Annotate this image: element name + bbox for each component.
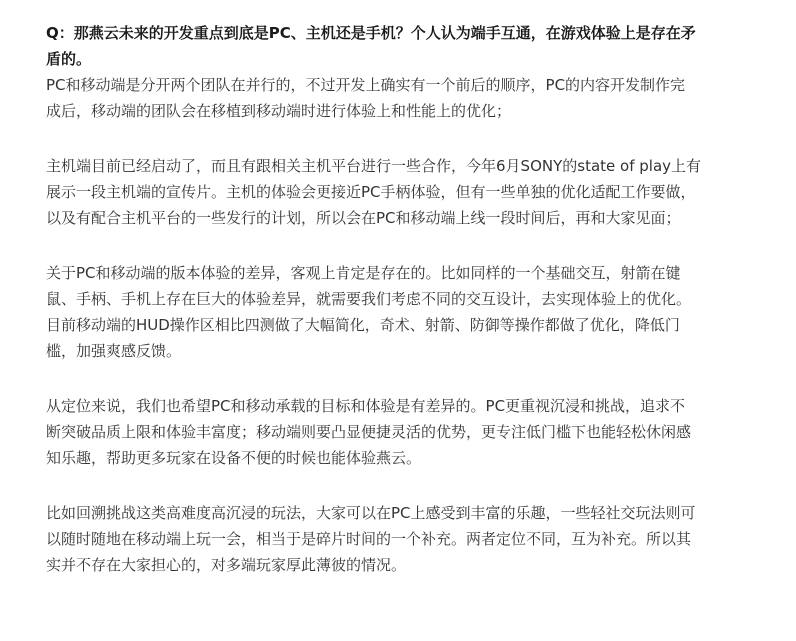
- answer-paragraph-3: 关于PC和移动端的版本体验的差异，客观上肯定是存在的。比如同样的一个基础交互，射箭在键 鼠、手柄、手机上存在巨大的体验差异，就需要我们考虑不同的交互设计，去实现体验上的优化。 目前移动端的HUD操作区相比四测做了大幅简化，奇术、射箭、防御等操作都做了优化，降低门 槛，加强爽感反馈。: [46, 264, 692, 360]
- answer-paragraph-1: PC和移动端是分开两个团队在并行的，不过开发上确实有一个前后的顺序，PC的内容开发制作完 成后，移动端的团队会在移植到移动端时进行体验上和性能上的优化；: [46, 76, 686, 120]
- answer-paragraph-4: 从定位来说，我们也希望PC和移动承载的目标和体验是有差异的。PC更重视沉浸和挑战，追求不 断突破品质上限和体验丰富度；移动端则要凸显便捷灵活的优势，更专注低门槛下也能轻松休闲感 知乐趣，帮助更多玩家在设备不便的时候也能体验燕云。: [46, 397, 692, 467]
- article-body: [46, 20, 758, 578]
- answer-paragraph-5: 比如回溯挑战这类高难度高沉浸的玩法，大家可以在PC上感受到丰富的乐趣，一些轻社交玩法则可 以随时随地在移动端上玩一会，相当于是碎片时间的一个补充。两者定位不同，互为补充。所以其 实并不存在大家担心的，对多端玩家厚此薄彼的情况。: [46, 504, 696, 574]
- answer-paragraph-2: 主机端目前已经启动了，而且有跟相关主机平台进行一些合作，今年6月SONY的state of play上有 展示一段主机端的宣传片。主机的体验会更接近PC手柄体验，但有一些单独的优化适配工作要做， 以及有配合主机平台的一些发行的计划，所以会在PC和移动端上线一段时间后，再和大家见面；: [46, 157, 702, 227]
- interview-question: Q：那燕云未来的开发重点到底是PC、主机还是手机？个人认为端手互通，在游戏体验上是存在矛 盾的。: [46, 24, 696, 68]
